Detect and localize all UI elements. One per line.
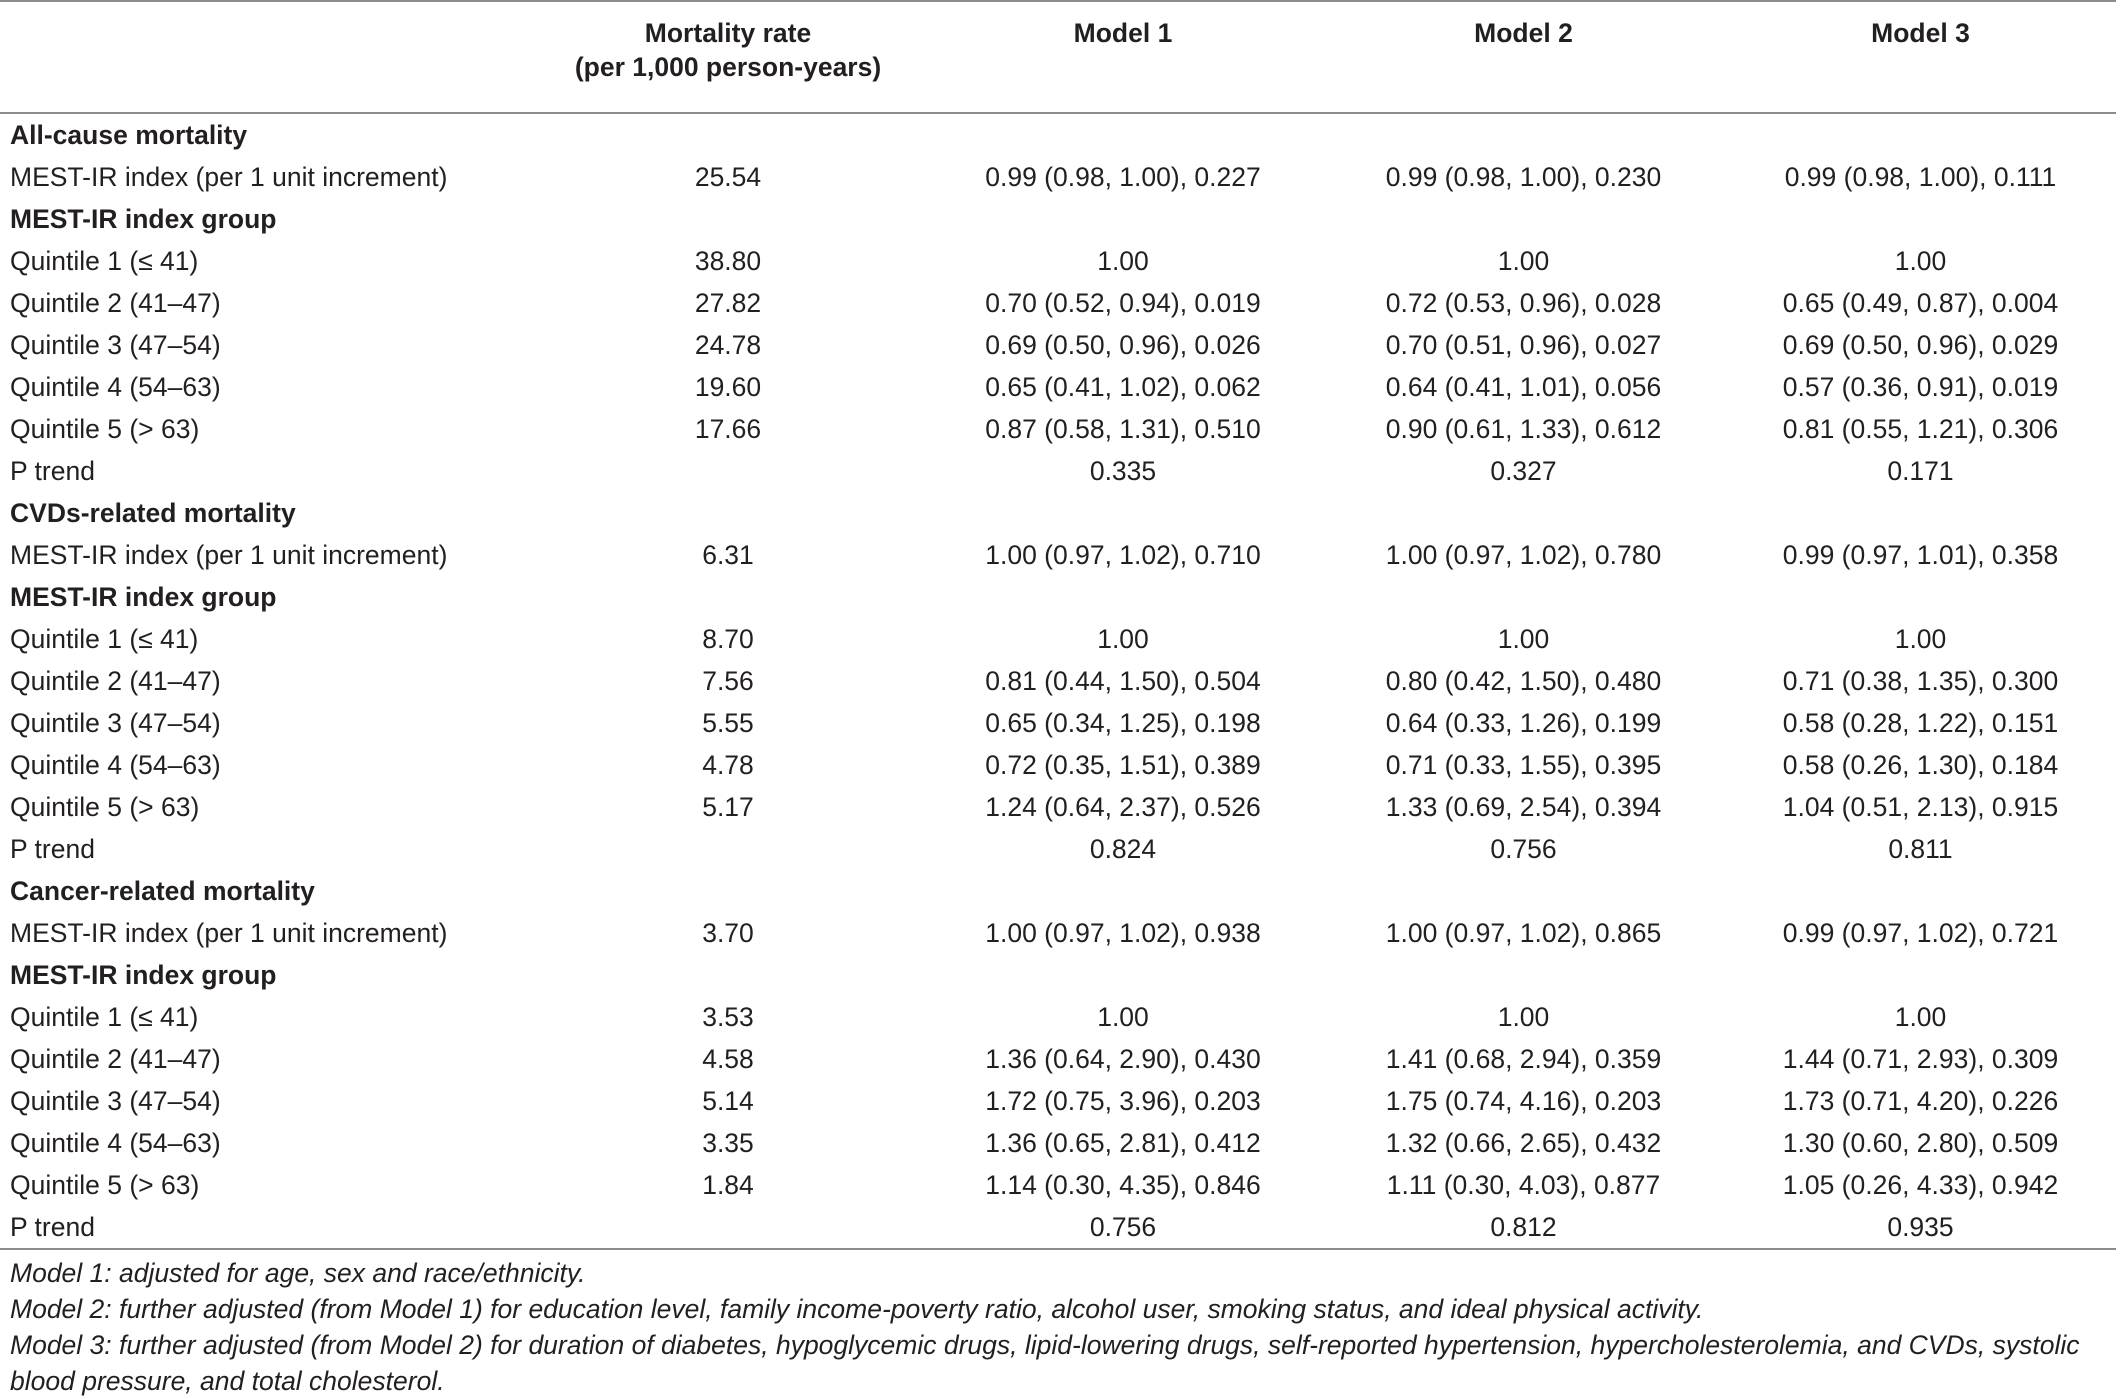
model-2-cell: 0.80 (0.42, 1.50), 0.480 bbox=[1385, 666, 1662, 696]
table-row bbox=[0, 113, 2116, 156]
model-3-cell bbox=[1725, 576, 2116, 618]
row-label: Quintile 5 (> 63) bbox=[10, 414, 200, 444]
model-2-cell: 1.41 (0.68, 2.94), 0.359 bbox=[1385, 1044, 1662, 1074]
model-2-cell: 0.70 (0.51, 0.96), 0.027 bbox=[1385, 330, 1662, 360]
header-mortality-rate-line2: (per 1,000 person-years) bbox=[574, 52, 882, 82]
model-3-cell: 0.171 bbox=[1887, 456, 1954, 486]
model-1-cell: 0.87 (0.58, 1.31), 0.510 bbox=[985, 414, 1261, 444]
mortality-rate-cell: 3.70 bbox=[702, 918, 754, 948]
header-row bbox=[0, 1, 2116, 113]
header-mortality-rate-line1: Mortality rate bbox=[644, 18, 812, 48]
row-label: P trend bbox=[10, 456, 95, 486]
model-2-cell: 0.64 (0.33, 1.26), 0.199 bbox=[1385, 708, 1662, 738]
model-1-cell: 1.00 bbox=[1097, 624, 1149, 654]
table-row bbox=[0, 450, 2116, 492]
mortality-rate-cell bbox=[532, 492, 924, 534]
table-row bbox=[0, 324, 2116, 366]
model-3-cell: 1.30 (0.60, 2.80), 0.509 bbox=[1782, 1128, 2059, 1158]
model-2-cell: 1.00 bbox=[1497, 246, 1550, 276]
table-row bbox=[0, 1080, 2116, 1122]
model-3-cell: 1.04 (0.51, 2.13), 0.915 bbox=[1782, 792, 2059, 822]
model-3-cell bbox=[1725, 492, 2116, 534]
table-row bbox=[0, 912, 2116, 954]
model-2-cell: 1.33 (0.69, 2.54), 0.394 bbox=[1385, 792, 1662, 822]
footnote-model-2: Model 2: further adjusted (from Model 1) for education level, family income-poverty ratio, alcohol user, smoking status, and ideal physical activity. bbox=[10, 1294, 1704, 1324]
row-label: MEST-IR index (per 1 unit increment) bbox=[10, 918, 448, 948]
table-row bbox=[0, 1164, 2116, 1206]
model-3-cell: 1.00 bbox=[1894, 624, 1947, 654]
mortality-rate-cell bbox=[532, 113, 924, 156]
model-1-cell: 1.14 (0.30, 4.35), 0.846 bbox=[985, 1170, 1261, 1200]
table-body bbox=[0, 113, 2116, 1249]
model-2-cell: 1.00 bbox=[1497, 624, 1550, 654]
model-2-cell bbox=[1322, 198, 1725, 240]
table-row bbox=[0, 996, 2116, 1038]
table-row bbox=[0, 198, 2116, 240]
model-1-cell bbox=[924, 870, 1322, 912]
table-row bbox=[0, 492, 2116, 534]
mortality-rate-cell: 4.58 bbox=[702, 1044, 754, 1074]
table-row bbox=[0, 282, 2116, 324]
model-3-cell bbox=[1725, 954, 2116, 996]
footnote-model-1: Model 1: adjusted for age, sex and race/ethnicity. bbox=[10, 1258, 586, 1288]
model-1-cell: 0.65 (0.34, 1.25), 0.198 bbox=[985, 708, 1261, 738]
table-row bbox=[0, 156, 2116, 198]
row-label: Quintile 4 (54–63) bbox=[10, 750, 221, 780]
mortality-rate-cell bbox=[532, 450, 924, 492]
table-row bbox=[0, 660, 2116, 702]
row-label: Quintile 5 (> 63) bbox=[10, 1170, 200, 1200]
row-label: Quintile 2 (41–47) bbox=[10, 288, 221, 318]
table-row bbox=[0, 702, 2116, 744]
header-model-1: Model 1 bbox=[924, 1, 1322, 113]
row-label: MEST-IR index group bbox=[10, 582, 277, 612]
table-row bbox=[0, 534, 2116, 576]
model-2-cell: 0.756 bbox=[1490, 834, 1557, 864]
table-row bbox=[0, 1206, 2116, 1249]
model-2-cell bbox=[1322, 870, 1725, 912]
mortality-rate-cell: 8.70 bbox=[702, 624, 754, 654]
header-mortality-rate bbox=[532, 1, 924, 113]
model-3-cell bbox=[1725, 198, 2116, 240]
model-3-cell: 0.71 (0.38, 1.35), 0.300 bbox=[1782, 666, 2059, 696]
mortality-rate-cell: 17.66 bbox=[694, 414, 762, 444]
row-label: Quintile 1 (≤ 41) bbox=[10, 624, 199, 654]
mortality-rate-cell bbox=[532, 870, 924, 912]
table-row bbox=[0, 744, 2116, 786]
model-1-cell: 0.69 (0.50, 0.96), 0.026 bbox=[985, 330, 1261, 360]
row-label: Quintile 1 (≤ 41) bbox=[10, 246, 199, 276]
mortality-rate-cell: 7.56 bbox=[702, 666, 754, 696]
model-1-cell: 1.72 (0.75, 3.96), 0.203 bbox=[985, 1086, 1261, 1116]
model-3-cell bbox=[1725, 113, 2116, 156]
row-label: P trend bbox=[10, 834, 95, 864]
model-1-cell: 0.756 bbox=[924, 1206, 1322, 1249]
model-1-cell: 1.24 (0.64, 2.37), 0.526 bbox=[985, 792, 1261, 822]
table-header bbox=[0, 1, 2116, 113]
model-2-cell: 0.327 bbox=[1490, 456, 1557, 486]
mortality-rate-cell: 5.55 bbox=[702, 708, 754, 738]
mortality-rate-cell: 5.14 bbox=[702, 1086, 754, 1116]
footnote-model-3: Model 3: further adjusted (from Model 2) for duration of diabetes, hypoglycemic drugs, lipid-lowering drugs, self-reported hypertension, hypercholesterolemia, and CVDs, systolic blood pressure, and total cholesterol. bbox=[10, 1330, 2080, 1396]
model-2-cell: 0.72 (0.53, 0.96), 0.028 bbox=[1385, 288, 1662, 318]
row-label: Quintile 5 (> 63) bbox=[10, 792, 200, 822]
model-3-cell: 0.811 bbox=[1888, 834, 1953, 864]
table-row bbox=[0, 366, 2116, 408]
model-1-cell: 1.00 (0.97, 1.02), 0.710 bbox=[985, 540, 1261, 570]
model-3-cell: 0.65 (0.49, 0.87), 0.004 bbox=[1782, 288, 2059, 318]
row-label: Quintile 3 (47–54) bbox=[10, 1086, 221, 1116]
mortality-rate-cell: 25.54 bbox=[694, 162, 762, 192]
model-3-cell: 0.69 (0.50, 0.96), 0.029 bbox=[1782, 330, 2059, 360]
table-footnotes bbox=[0, 1250, 2110, 1399]
model-2-cell: 1.32 (0.66, 2.65), 0.432 bbox=[1385, 1128, 1662, 1158]
model-1-cell: 1.00 (0.97, 1.02), 0.938 bbox=[985, 918, 1261, 948]
row-label: Cancer-related mortality bbox=[10, 876, 315, 906]
row-label: Quintile 4 (54–63) bbox=[10, 372, 221, 402]
mortality-rate-cell: 5.17 bbox=[702, 792, 754, 822]
mortality-rate-cell: 6.31 bbox=[702, 540, 754, 570]
model-2-cell bbox=[1322, 113, 1725, 156]
row-label: Quintile 2 (41–47) bbox=[10, 666, 221, 696]
model-3-cell: 0.58 (0.28, 1.22), 0.151 bbox=[1782, 708, 2059, 738]
row-label: MEST-IR index group bbox=[10, 204, 277, 234]
row-label: MEST-IR index (per 1 unit increment) bbox=[10, 162, 448, 192]
table-row bbox=[0, 408, 2116, 450]
model-3-cell: 1.00 bbox=[1894, 1002, 1947, 1032]
table-row bbox=[0, 240, 2116, 282]
row-label: Quintile 2 (41–47) bbox=[10, 1044, 221, 1074]
model-2-cell bbox=[1322, 576, 1725, 618]
model-3-cell: 1.44 (0.71, 2.93), 0.309 bbox=[1782, 1044, 2059, 1074]
table-row bbox=[0, 618, 2116, 660]
model-1-cell: 1.36 (0.64, 2.90), 0.430 bbox=[985, 1044, 1261, 1074]
mortality-rate-cell: 3.53 bbox=[702, 1002, 754, 1032]
row-label: CVDs-related mortality bbox=[10, 498, 296, 528]
table-row bbox=[0, 828, 2116, 870]
table-row bbox=[0, 870, 2116, 912]
row-label: Quintile 3 (47–54) bbox=[10, 708, 221, 738]
mortality-rate-cell: 4.78 bbox=[702, 750, 754, 780]
model-3-cell: 1.73 (0.71, 4.20), 0.226 bbox=[1782, 1086, 2059, 1116]
model-3-cell bbox=[1725, 870, 2116, 912]
model-3-cell: 1.05 (0.26, 4.33), 0.942 bbox=[1782, 1170, 2059, 1200]
model-1-cell bbox=[924, 954, 1322, 996]
model-1-cell: 1.36 (0.65, 2.81), 0.412 bbox=[985, 1128, 1261, 1158]
model-1-cell: 0.824 bbox=[1089, 834, 1157, 864]
mortality-rate-cell: 19.60 bbox=[694, 372, 762, 402]
mortality-rate-cell bbox=[532, 828, 924, 870]
model-2-cell: 1.11 (0.30, 4.03), 0.877 bbox=[1386, 1170, 1661, 1200]
mortality-rate-cell bbox=[532, 954, 924, 996]
model-3-cell: 0.99 (0.97, 1.02), 0.721 bbox=[1782, 918, 2059, 948]
model-3-cell: 0.81 (0.55, 1.21), 0.306 bbox=[1782, 414, 2059, 444]
model-2-cell: 0.812 bbox=[1322, 1206, 1725, 1249]
table-row bbox=[0, 786, 2116, 828]
row-label: Quintile 4 (54–63) bbox=[10, 1128, 221, 1158]
table-row bbox=[0, 954, 2116, 996]
model-2-cell: 0.71 (0.33, 1.55), 0.395 bbox=[1385, 750, 1662, 780]
mortality-rate-cell: 3.35 bbox=[702, 1128, 754, 1158]
model-1-cell: 0.335 bbox=[1089, 456, 1157, 486]
table-row bbox=[0, 576, 2116, 618]
model-2-cell: 1.00 bbox=[1497, 1002, 1550, 1032]
mortality-rate-cell: 24.78 bbox=[694, 330, 762, 360]
mortality-rate-cell bbox=[532, 1206, 924, 1249]
row-label: Quintile 3 (47–54) bbox=[10, 330, 221, 360]
mortality-rate-cell bbox=[532, 198, 924, 240]
model-1-cell: 1.00 bbox=[1097, 246, 1149, 276]
model-3-cell: 0.935 bbox=[1725, 1206, 2116, 1249]
model-1-cell bbox=[924, 492, 1322, 534]
model-2-cell: 1.00 (0.97, 1.02), 0.780 bbox=[1385, 540, 1662, 570]
model-2-cell: 0.90 (0.61, 1.33), 0.612 bbox=[1385, 414, 1662, 444]
table-row bbox=[0, 1122, 2116, 1164]
model-1-cell: 1.00 bbox=[1097, 1002, 1149, 1032]
model-1-cell: 0.99 (0.98, 1.00), 0.227 bbox=[985, 162, 1261, 192]
model-2-cell: 1.00 (0.97, 1.02), 0.865 bbox=[1385, 918, 1662, 948]
header-label-column bbox=[0, 1, 532, 113]
header-model-2: Model 2 bbox=[1322, 1, 1725, 113]
model-1-cell bbox=[924, 113, 1322, 156]
mortality-rate-cell: 1.84 bbox=[702, 1170, 754, 1200]
model-1-cell: 0.70 (0.52, 0.94), 0.019 bbox=[985, 288, 1261, 318]
model-2-cell bbox=[1322, 954, 1725, 996]
model-1-cell: 0.72 (0.35, 1.51), 0.389 bbox=[985, 750, 1261, 780]
row-label: MEST-IR index (per 1 unit increment) bbox=[10, 540, 448, 570]
model-2-cell: 1.75 (0.74, 4.16), 0.203 bbox=[1385, 1086, 1662, 1116]
row-label: P trend bbox=[0, 1206, 532, 1249]
model-2-cell: 0.99 (0.98, 1.00), 0.230 bbox=[1385, 162, 1662, 192]
model-2-cell: 0.64 (0.41, 1.01), 0.056 bbox=[1385, 372, 1662, 402]
table-row bbox=[0, 1038, 2116, 1080]
mortality-rate-cell: 38.80 bbox=[694, 246, 762, 276]
model-3-cell: 1.00 bbox=[1894, 246, 1947, 276]
model-3-cell: 0.99 (0.98, 1.00), 0.111 bbox=[1784, 162, 2057, 192]
mortality-rate-cell bbox=[532, 576, 924, 618]
model-1-cell bbox=[924, 576, 1322, 618]
header-model-3: Model 3 bbox=[1725, 1, 2116, 113]
model-1-cell bbox=[924, 198, 1322, 240]
model-3-cell: 0.58 (0.26, 1.30), 0.184 bbox=[1782, 750, 2059, 780]
model-3-cell: 0.99 (0.97, 1.01), 0.358 bbox=[1782, 540, 2059, 570]
model-1-cell: 0.65 (0.41, 1.02), 0.062 bbox=[985, 372, 1261, 402]
model-3-cell: 0.57 (0.36, 0.91), 0.019 bbox=[1782, 372, 2059, 402]
row-label: All-cause mortality bbox=[10, 120, 248, 150]
model-2-cell bbox=[1322, 492, 1725, 534]
model-1-cell: 0.81 (0.44, 1.50), 0.504 bbox=[985, 666, 1261, 696]
row-label: MEST-IR index group bbox=[10, 960, 277, 990]
row-label: Quintile 1 (≤ 41) bbox=[10, 1002, 199, 1032]
mortality-rate-cell: 27.82 bbox=[694, 288, 762, 318]
